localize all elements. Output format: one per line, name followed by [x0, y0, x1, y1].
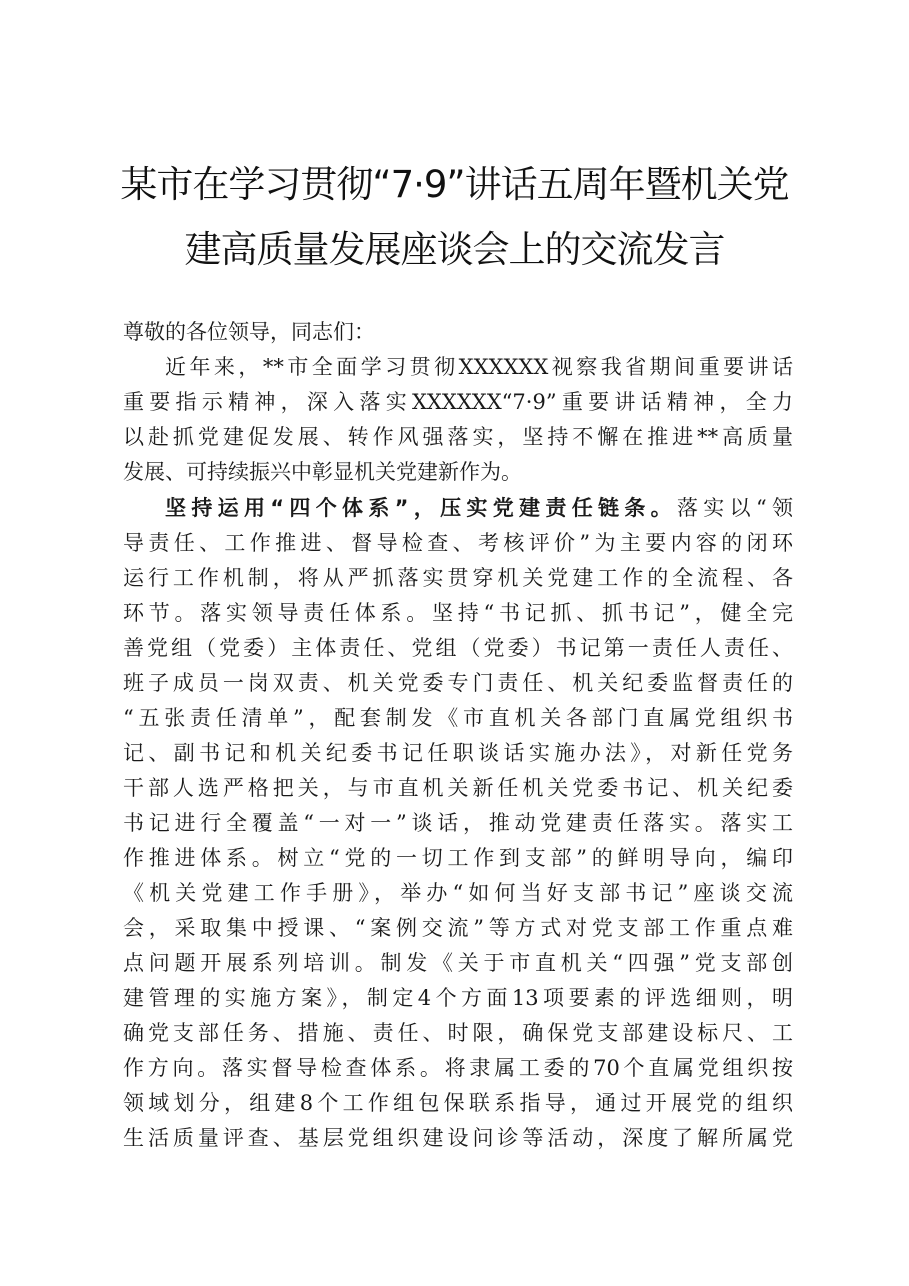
paragraph-2-line: 作方向。落实督导检查体系。将隶属工委的70个直属党组织按 — [123, 1056, 793, 1080]
paragraph-2-first-line — [165, 493, 793, 523]
paragraph-1-line: 重要指示精神，深入落实XXXXXX“7·9”重要讲话精神，全力 — [123, 390, 793, 414]
document-title-line-1: 某市在学习贯彻“7·9”讲话五周年暨机关党 — [120, 163, 789, 206]
paragraph-2-line: 书记进行全覆盖“一对一”谈话，推动党建责任落实。落实工 — [123, 811, 793, 835]
paragraph-2-line: 点问题开展系列培训。制发《关于市直机关“四强”党支部创 — [123, 951, 793, 975]
paragraph-2-line: 运行工作机制，将从严抓落实贯穿机关党建工作的全流程、各 — [123, 566, 793, 590]
paragraph-2-line: 记、副书记和机关纪委书记任职谈话实施办法》，对新任党务 — [123, 741, 793, 765]
paragraph-1-line: 以赴抓党建促发展、转作风强落实，坚持不懈在推进**高质量 — [123, 425, 793, 449]
paragraph-1-line: 近年来，**市全面学习贯彻XXXXXX视察我省期间重要讲话 — [165, 355, 793, 379]
paragraph-2-line: “五张责任清单”，配套制发《市直机关各部门直属党组织书 — [123, 706, 793, 730]
document-title-line-2: 建高质量发展座谈会上的交流发言 — [184, 228, 725, 271]
paragraph-2-line: 生活质量评查、基层党组织建设问诊等活动，深度了解所属党 — [123, 1126, 793, 1150]
salutation: 尊敬的各位领导，同志们： — [123, 320, 375, 344]
paragraph-2-line: 领域划分，组建8个工作组包保联系指导，通过开展党的组织 — [123, 1091, 793, 1115]
paragraph-2-first-rest: 落实以“领 — [676, 496, 793, 520]
paragraph-2-lead: 坚持运用“四个体系”，压实党建责任链条。 — [165, 496, 677, 520]
paragraph-2-line: 《机关党建工作手册》，举办“如何当好支部书记”座谈交流 — [123, 881, 793, 905]
paragraph-2-line: 干部人选严格把关，与市直机关新任机关党委书记、机关纪委 — [123, 776, 793, 800]
paragraph-2-line: 会，采取集中授课、“案例交流”等方式对党支部工作重点难 — [123, 916, 793, 940]
paragraph-2-line: 环节。落实领导责任体系。坚持“书记抓、抓书记”，健全完 — [123, 601, 793, 625]
paragraph-2-line: 作推进体系。树立“党的一切工作到支部”的鲜明导向，编印 — [123, 846, 793, 870]
paragraph-2-line: 班子成员一岗双责、机关党委专门责任、机关纪委监督责任的 — [123, 671, 793, 695]
paragraph-1-line: 发展、可持续振兴中彰显机关党建新作为。 — [123, 460, 522, 484]
paragraph-2-line: 建管理的实施方案》，制定4个方面13项要素的评选细则，明 — [123, 986, 793, 1010]
paragraph-2-line: 确党支部任务、措施、责任、时限，确保党支部建设标尺、工 — [123, 1021, 793, 1045]
paragraph-2-line: 善党组（党委）主体责任、党组（党委）书记第一责任人责任、 — [123, 636, 793, 660]
paragraph-2-line: 导责任、工作推进、督导检查、考核评价”为主要内容的闭环 — [123, 531, 793, 555]
